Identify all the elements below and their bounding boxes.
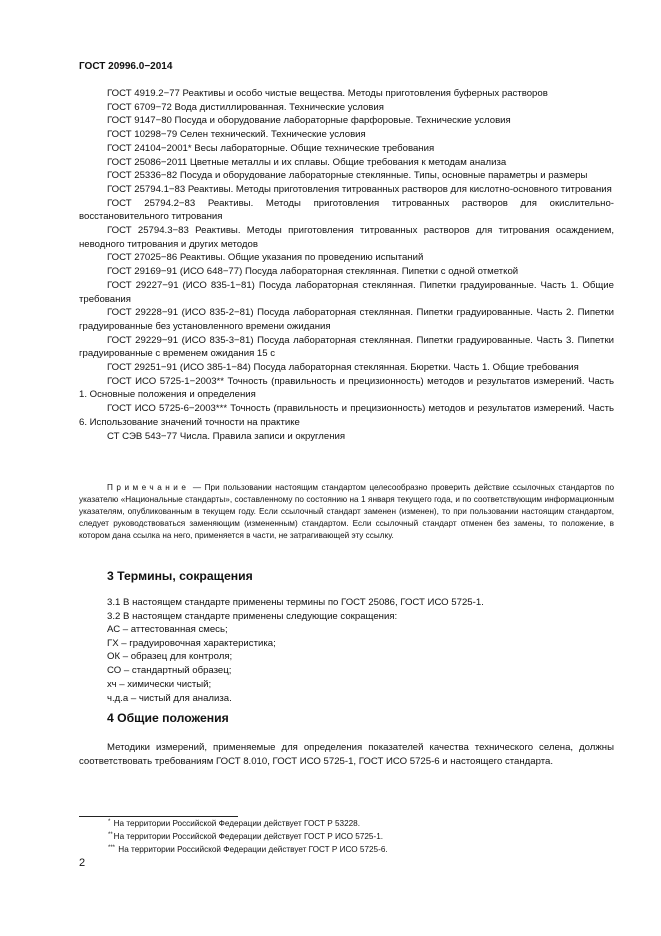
reference-item: ГОСТ 25794.1−83 Реактивы. Методы приготовления титрованных растворов для кислотно-основного титрования <box>107 183 612 195</box>
footnote-mark: ** <box>108 832 113 838</box>
reference-item: ГОСТ 29229−91 (ИСО 835-3−81) Посуда лабораторная стеклянная. Пипетки градуированные. Часть 3. Пипетки градуированные с временем ожидания 15 с <box>79 334 614 360</box>
reference-item: ГОСТ 29228−91 (ИСО 835-2−81) Посуда лабораторная стеклянная. Пипетки градуированные. Часть 2. Пипетки градуированные без установленного времени ожидания <box>79 307 614 332</box>
normative-references <box>79 87 614 443</box>
footnote <box>108 819 360 828</box>
section-4-body <box>79 741 614 768</box>
reference-item: ГОСТ 10298−79 Селен технический. Технические условия <box>107 129 366 141</box>
abbreviation-item: ч.д.а – чистый для анализа. <box>107 692 232 704</box>
abbreviation-item: хч – химически чистый; <box>107 678 212 690</box>
abbreviation-item: ГХ – градуировочная характеристика; <box>107 637 276 649</box>
reference-item: ГОСТ 6709−72 Вода дистиллированная. Технические условия <box>107 101 384 113</box>
reference-item: ГОСТ ИСО 5725-6−2003*** Точность (правильность и прецизионность) методов и результатов измерений. Часть 6. Использование значений точности на практике <box>79 403 614 428</box>
footnote-mark: * <box>108 819 111 825</box>
footnote-text: На территории Российской Федерации действует ГОСТ Р 53228. <box>111 819 361 828</box>
reference-item: ГОСТ 9147−80 Посуда и оборудование лабораторные фарфоровые. Технические условия <box>107 115 511 127</box>
section-4-paragraph: Методики измерений, применяемые для определения показателей качества технического селена, должны соответствовать требованиям ГОСТ 8.010, ГОСТ ИСО 5725-1, ГОСТ ИСО 5725-6 и настоящего стандарта. <box>79 742 614 767</box>
reference-item: ГОСТ 29169−91 (ИСО 648−77) Посуда лабораторная стеклянная. Пипетки с одной отметкой <box>107 266 519 278</box>
footnote-text: На территории Российской Федерации действует ГОСТ Р ИСО 5725-6. <box>116 845 388 854</box>
page-number: 2 <box>79 857 86 869</box>
abbreviation-item: СО – стандартный образец; <box>107 665 232 677</box>
section-3-body <box>79 596 614 623</box>
section-3-paragraph: 3.1 В настоящем стандарте применены термины по ГОСТ 25086, ГОСТ ИСО 5725-1. <box>107 597 484 608</box>
reference-item: ГОСТ 25794.3−83 Реактивы. Методы приготовления титрованных растворов для титрования осаждением, неводного титрования и других методов <box>79 225 614 250</box>
reference-item: ГОСТ 4919.2−77 Реактивы и особо чистые вещества. Методы приготовления буферных растворов <box>107 88 548 99</box>
note-label: Примечание <box>107 483 190 492</box>
abbreviation-item: АС – аттестованная смесь; <box>107 624 228 635</box>
footnote-text: На территории Российской Федерации действует ГОСТ Р ИСО 5725-1. <box>113 832 384 841</box>
note-text: — При пользовании настоящим стандартом целесообразно проверить действие ссылочных стандартов по указателю «Национальные стандарты», составленному по состоянию на 1 января текущего года, и по соответствующим информационным указателям, опубликованным в текущем году. Если ссылочный стандарт заменен (изменен), то при пользовании настоящим стандартом, следует руководствоваться заменяющим (измененным) стандартом. Если ссылочный стандарт отменен без замены, то положение, в котором дана ссылка на него, применяется в части, не затрагивающей эту ссылку. <box>79 483 614 541</box>
reference-item: ГОСТ 27025−86 Реактивы. Общие указания по проведению испытаний <box>107 252 424 264</box>
footnote <box>108 845 388 854</box>
reference-item: ГОСТ 25086−2011 Цветные металлы и их сплавы. Общие требования к методам анализа <box>107 156 507 168</box>
section-3-paragraph: 3.2 В настоящем стандарте применены следующие сокращения: <box>107 610 398 622</box>
abbreviation-list <box>107 623 276 705</box>
page-header: ГОСТ 20996.0−2014 <box>79 61 173 72</box>
section-3-title: 3 Термины, сокращения <box>107 569 253 583</box>
abbreviation-item: ОК – образец для контроля; <box>107 651 233 663</box>
reference-item: СТ СЭВ 543−77 Числа. Правила записи и округления <box>107 430 346 442</box>
section-4-title: 4 Общие положения <box>107 711 229 725</box>
reference-item: ГОСТ 25794.2−83 Реактивы. Методы приготовления титрованных растворов для окислительно-восстановительного титрования <box>79 197 614 223</box>
reference-item: ГОСТ 29251−91 (ИСО 385-1−84) Посуда лабораторная стеклянная. Бюретки. Часть 1. Общие требования <box>107 362 579 374</box>
footnote-separator <box>79 816 238 817</box>
note-paragraph <box>79 482 614 542</box>
reference-item: ГОСТ ИСО 5725-1−2003** Точность (правильность и прецизионность) методов и результатов измерений. Часть 1. Основные положения и определения <box>79 375 614 401</box>
reference-item: ГОСТ 24104−2001* Весы лабораторные. Общие технические требования <box>107 142 435 154</box>
footnote <box>108 832 383 841</box>
footnote-mark: *** <box>108 845 116 851</box>
reference-item: ГОСТ 25336−82 Посуда и оборудование лабораторные стеклянные. Типы, основные параметры и размеры <box>107 170 588 182</box>
reference-item: ГОСТ 29227−91 (ИСО 835-1−81) Посуда лабораторная стеклянная. Пипетки градуированные. Часть 1. Общие требования <box>79 279 614 305</box>
